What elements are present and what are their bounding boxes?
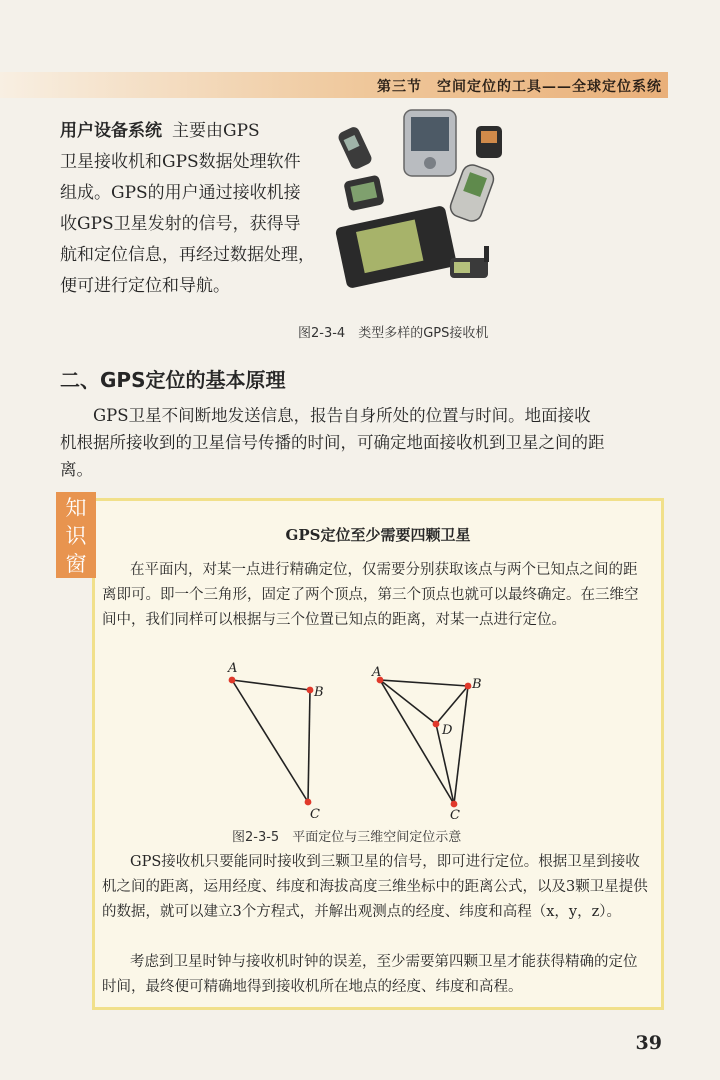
intro-line-6: 便可进行定位和导航。	[60, 276, 230, 296]
knowledge-tag-char-3: 窗	[65, 552, 87, 576]
intro-line-1: 主要由GPS	[172, 121, 260, 141]
knowledge-paragraph-2: GPS接收机只要能同时接收到三颗卫星的信号，即可进行定位。根据卫星到接收机之间的距离，运用经度、纬度和海拔高度三维坐标中的距离公式，以及3颗卫星提供的数据，就可以建立3个方程式，并解出观测点的经度、纬度和高程（x，y，z）。	[102, 854, 648, 920]
knowledge-paragraph-1: 在平面内，对某一点进行精确定位，仅需要分别获取该点与两个已知点之间的距离即可。即一个三角形，固定了两个顶点，第三个顶点也就可以最终确定。在三维空间中，我们同样可以根据与三个位置已知点的距离，对某一点进行定位。	[102, 562, 639, 628]
section-title: 二、GPS定位的基本原理	[60, 368, 286, 392]
planar-triangle	[232, 680, 310, 802]
mini-receiver	[450, 246, 489, 278]
figure-2-caption: 图2-3-5 平面定位与三维空间定位示意	[232, 830, 462, 845]
point-d-spatial	[433, 721, 440, 728]
label-d-spatial: D	[442, 723, 453, 738]
point-b-planar	[307, 687, 314, 694]
car-receiver	[343, 175, 384, 212]
label-b-spatial: B	[472, 677, 482, 692]
intro-line-2: 卫星接收机和GPS数据处理软件	[60, 152, 301, 172]
label-b-planar: B	[314, 685, 324, 700]
section-paragraph: GPS卫星不间断地发送信息，报告自身所处的位置与时间。地面接收机根据所接收到的卫星信号传播的时间，可确定地面接收机到卫星之间的距离。	[60, 406, 605, 479]
label-c-planar: C	[310, 807, 320, 820]
knowledge-tag-char-1: 知	[65, 496, 87, 520]
intro-line-5: 航和定位信息，再经过数据处理，	[60, 245, 315, 265]
spatial-tetrahedron	[380, 680, 468, 804]
label-c-spatial: C	[450, 808, 460, 820]
label-a-planar: A	[228, 661, 238, 676]
label-a-spatial: A	[372, 665, 382, 680]
pda-receiver	[404, 110, 456, 176]
intro-paragraph	[60, 116, 322, 302]
point-b-spatial	[465, 683, 472, 690]
gps-receivers-photo	[326, 108, 512, 302]
figure-1-caption: 图2-3-4 类型多样的GPS接收机	[298, 326, 489, 341]
point-c-spatial	[451, 801, 458, 808]
positioning-diagram	[222, 656, 492, 820]
point-a-planar	[229, 677, 236, 684]
handheld-receiver-small	[337, 125, 374, 171]
navigation-unit	[335, 205, 457, 289]
running-header: 第三节 空间定位的工具——全球定位系统	[377, 79, 662, 95]
knowledge-paragraph-3: 考虑到卫星时钟与接收机时钟的误差，至少需要第四颗卫星才能获得精确的定位时间，最终便可精确地得到接收机所在地点的经度、纬度和高程。	[102, 954, 638, 995]
intro-lead: 用户设备系统	[60, 121, 162, 141]
point-c-planar	[305, 799, 312, 806]
knowledge-tag-char-2: 识	[65, 524, 87, 548]
page-number: 39	[635, 1032, 662, 1054]
intro-line-3: 组成。GPS的用户通过接收机接	[60, 183, 301, 203]
compact-receiver	[476, 126, 502, 158]
knowledge-tag	[56, 492, 96, 578]
intro-line-4: 收GPS卫星发射的信号，获得导	[60, 214, 301, 234]
knowledge-title: GPS定位至少需要四颗卫星	[285, 526, 471, 544]
